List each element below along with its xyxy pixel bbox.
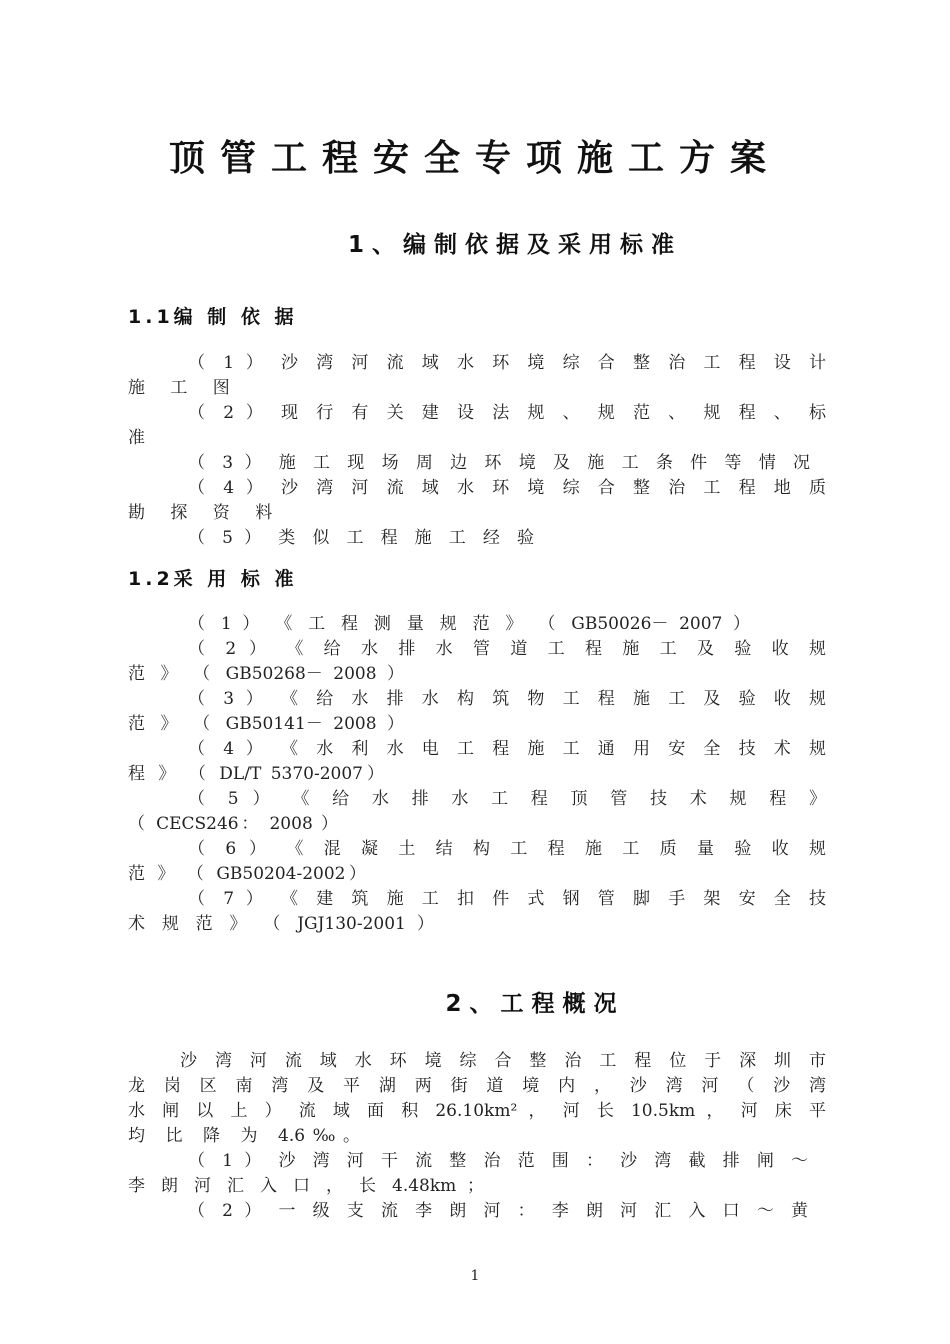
standard-line-2: （ 2 ） 《 给 水 排 水 管 道 工 程 施 工 及 验 收 规 (188, 639, 826, 659)
standard-line-7: 程 》 （ DL/T 5370-2007） (128, 764, 384, 784)
section-1-heading: 1、编制依据及采用标准 (347, 232, 682, 258)
section-2-heading: 2、工程概况 (445, 991, 625, 1017)
standard-line-10: （ 6 ） 《 混 凝 土 结 构 工 程 施 工 质 量 验 收 规 (188, 839, 826, 859)
standard-line-11: 范 》 （ GB50204-2002） (128, 864, 366, 884)
overview-line-5: （ 1 ） 沙 湾 河 干 流 整 治 范 围 ： 沙 湾 截 排 闸 ～ (188, 1151, 808, 1171)
basis-line-6: （ 4 ） 沙 湾 河 流 域 水 环 境 综 合 整 治 工 程 地 质 (188, 478, 826, 498)
standard-line-4: （ 3 ） 《 给 水 排 水 构 筑 物 工 程 施 工 及 验 收 规 (188, 689, 826, 709)
standard-line-13: 术 规 范 》 （ JGJ130-2001 ） (128, 914, 434, 934)
overview-line-2: 龙 岗 区 南 湾 及 平 湖 两 街 道 境 内 ， 沙 湾 河 （ 沙 湾 (128, 1076, 826, 1096)
overview-line-6: 李 朗 河 汇 入 口 ， 长 4.48km ； (128, 1176, 484, 1196)
basis-line-4: 准 (128, 428, 145, 448)
standard-line-6: （ 4 ） 《 水 利 水 电 工 程 施 工 通 用 安 全 技 术 规 (188, 739, 826, 759)
standard-line-8: （ 5 ） 《 给 水 排 水 工 程 顶 管 技 术 规 程 》 (188, 789, 826, 809)
standard-line-3: 范 》 （ GB50268－ 2008 ） (128, 664, 404, 684)
subsection-1-1-heading: 1.1编 制 依 据 (128, 306, 298, 328)
standard-line-5: 范 》 （ GB50141－ 2008 ） (128, 714, 404, 734)
overview-line-1: 沙 湾 河 流 域 水 环 境 综 合 整 治 工 程 位 于 深 圳 市 (180, 1051, 826, 1071)
overview-line-3: 水 闸 以 上 ） 流 域 面 积 26.10km² ， 河 长 10.5km ， 河 床 平 (128, 1101, 826, 1121)
standard-line-12: （ 7 ） 《 建 筑 施 工 扣 件 式 钢 管 脚 手 架 安 全 技 (188, 889, 826, 909)
basis-line-8: （ 5 ） 类 似 工 程 施 工 经 验 (188, 528, 534, 548)
standard-line-9: （ CECS246： 2008 ） (128, 814, 338, 834)
basis-line-5: （ 3 ） 施 工 现 场 周 边 环 境 及 施 工 条 件 等 情 况 (188, 453, 810, 473)
subsection-1-2-heading: 1.2采 用 标 准 (128, 568, 298, 590)
basis-line-1: （ 1 ） 沙 湾 河 流 域 水 环 境 综 合 整 治 工 程 设 计 (188, 353, 826, 373)
overview-line-7: （ 2 ） 一 级 支 流 李 朗 河 ： 李 朗 河 汇 入 口 ～ 黄 (188, 1201, 808, 1221)
page-number: 1 (470, 1268, 480, 1284)
standard-line-1: （ 1 ） 《 工 程 测 量 规 范 》 （ GB50026－ 2007 ） (188, 614, 750, 634)
basis-line-7: 勘 探 资 料 (128, 503, 283, 523)
basis-line-3: （ 2 ） 现 行 有 关 建 设 法 规 、 规 范 、 规 程 、 标 (188, 403, 826, 423)
basis-line-2: 施 工 图 (128, 378, 240, 398)
document-title: 顶管工程安全专项施工方案 (168, 138, 781, 179)
overview-line-4: 均 比 降 为 4.6‰。 (128, 1126, 360, 1146)
